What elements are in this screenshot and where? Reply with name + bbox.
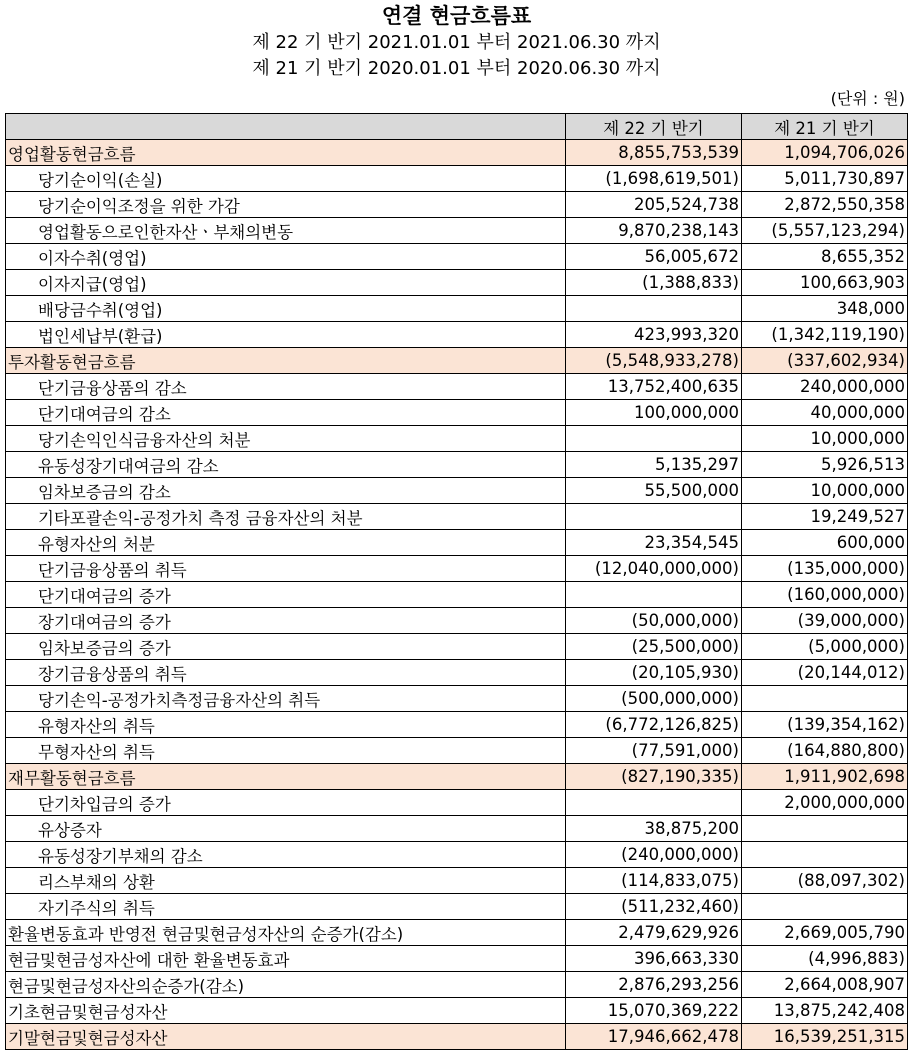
row-label: 기초현금및현금성자산 [6,998,566,1024]
row-label: 리스부채의 상환 [6,868,566,894]
value-current: 23,354,545 [566,530,742,556]
value-current [566,790,742,816]
value-prior: 2,664,008,907 [742,972,908,998]
value-current: 423,993,320 [566,322,742,348]
row-label: 단기차입금의 증가 [6,790,566,816]
row-label: 재무활동현금흐름 [6,764,566,790]
value-current: 17,946,662,478 [566,1024,742,1050]
value-current: 205,524,738 [566,192,742,218]
unit-label: (단위 : 원) [830,89,905,108]
value-prior: (337,602,934) [742,348,908,374]
value-prior: 600,000 [742,530,908,556]
column-header-prior: 제 21 기 반기 [742,114,908,140]
value-prior: (5,000,000) [742,634,908,660]
table-row [6,608,908,634]
value-current: (50,000,000) [566,608,742,634]
table-row [6,556,908,582]
value-prior [742,816,908,842]
row-label: 법인세납부(환급) [6,322,566,348]
table-row [6,712,908,738]
row-label: 환율변동효과 반영전 현금및현금성자산의 순증가(감소) [6,920,566,946]
table-row [6,504,908,530]
table-row [6,192,908,218]
value-prior: (39,000,000) [742,608,908,634]
period-current: 제 22 기 반기 2021.01.01 부터 2021.06.30 까지 [252,32,661,53]
table-row [6,530,908,556]
value-prior: 2,669,005,790 [742,920,908,946]
row-label: 현금및현금성자산의순증가(감소) [6,972,566,998]
statement-header [0,0,913,110]
row-label: 현금및현금성자산에 대한 환율변동효과 [6,946,566,972]
value-prior: 16,539,251,315 [742,1024,908,1050]
value-current: (827,190,335) [566,764,742,790]
value-prior: 13,875,242,408 [742,998,908,1024]
value-current: 2,876,293,256 [566,972,742,998]
value-current: 56,005,672 [566,244,742,270]
table-row [6,478,908,504]
table-row [6,738,908,764]
value-current: (240,000,000) [566,842,742,868]
row-label: 임차보증금의 감소 [6,478,566,504]
value-current: (25,500,000) [566,634,742,660]
table-row [6,842,908,868]
row-label: 당기순이익(손실) [6,166,566,192]
table-row [6,348,908,374]
table-row [6,790,908,816]
row-label: 단기금융상품의 취득 [6,556,566,582]
row-label: 이자수취(영업) [6,244,566,270]
value-prior: (20,144,012) [742,660,908,686]
value-prior: (135,000,000) [742,556,908,582]
row-label: 유형자산의 처분 [6,530,566,556]
value-current: (6,772,126,825) [566,712,742,738]
column-header-current: 제 22 기 반기 [566,114,742,140]
table-row [6,634,908,660]
row-label: 영업활동현금흐름 [6,140,566,166]
value-current [566,504,742,530]
table-row [6,270,908,296]
value-current: 8,855,753,539 [566,140,742,166]
table-row [6,1024,908,1050]
row-label: 투자활동현금흐름 [6,348,566,374]
value-current [566,426,742,452]
table-row [6,400,908,426]
value-current: (20,105,930) [566,660,742,686]
value-prior: (4,996,883) [742,946,908,972]
row-label: 영업활동으로인한자산ㆍ부채의변동 [6,218,566,244]
value-prior: 5,926,513 [742,452,908,478]
value-prior: 10,000,000 [742,478,908,504]
value-current: (12,040,000,000) [566,556,742,582]
value-prior: 240,000,000 [742,374,908,400]
header-blank-cell [6,114,566,140]
table-row [6,660,908,686]
row-label: 유동성장기대여금의 감소 [6,452,566,478]
value-current: 15,070,369,222 [566,998,742,1024]
cash-flow-table [5,113,908,1050]
table-body [6,140,908,1050]
statement-title: 연결 현금흐름표 [381,4,532,28]
value-prior: 40,000,000 [742,400,908,426]
value-current [566,296,742,322]
table-row [6,920,908,946]
row-label: 배당금수취(영업) [6,296,566,322]
row-label: 기타포괄손익-공정가치 측정 금융자산의 처분 [6,504,566,530]
row-label: 유상증자 [6,816,566,842]
row-label: 무형자산의 취득 [6,738,566,764]
row-label: 기말현금및현금성자산 [6,1024,566,1050]
row-label: 이자지급(영업) [6,270,566,296]
row-label: 당기순이익조정을 위한 가감 [6,192,566,218]
table-row [6,374,908,400]
value-prior: (1,342,119,190) [742,322,908,348]
value-current: (77,591,000) [566,738,742,764]
table-row [6,816,908,842]
row-label: 유동성장기부채의 감소 [6,842,566,868]
value-prior [742,686,908,712]
row-label: 장기대여금의 증가 [6,608,566,634]
table-row [6,894,908,920]
value-prior: 8,655,352 [742,244,908,270]
value-current: (1,388,833) [566,270,742,296]
value-current: 100,000,000 [566,400,742,426]
value-prior: 100,663,903 [742,270,908,296]
table-row [6,166,908,192]
value-prior: 2,000,000,000 [742,790,908,816]
period-prior: 제 21 기 반기 2020.01.01 부터 2020.06.30 까지 [252,58,661,79]
value-prior: 10,000,000 [742,426,908,452]
row-label: 단기대여금의 증가 [6,582,566,608]
value-prior: 2,872,550,358 [742,192,908,218]
value-current: 396,663,330 [566,946,742,972]
table-row [6,868,908,894]
value-prior: (88,097,302) [742,868,908,894]
row-label: 당기손익인식금융자산의 처분 [6,426,566,452]
table-row [6,582,908,608]
value-prior: 19,249,527 [742,504,908,530]
table-header-row [6,114,908,140]
row-label: 유형자산의 취득 [6,712,566,738]
value-current [566,582,742,608]
value-current: 9,870,238,143 [566,218,742,244]
value-prior: 348,000 [742,296,908,322]
value-prior: 5,011,730,897 [742,166,908,192]
row-label: 장기금융상품의 취득 [6,660,566,686]
value-current: 5,135,297 [566,452,742,478]
table-row [6,998,908,1024]
value-prior [742,894,908,920]
value-current: (1,698,619,501) [566,166,742,192]
value-prior: (5,557,123,294) [742,218,908,244]
table-row [6,322,908,348]
row-label: 당기손익-공정가치측정금융자산의 취득 [6,686,566,712]
value-current: (114,833,075) [566,868,742,894]
row-label: 임차보증금의 증가 [6,634,566,660]
value-prior: (164,880,800) [742,738,908,764]
value-current: (500,000,000) [566,686,742,712]
table-row [6,452,908,478]
row-label: 단기대여금의 감소 [6,400,566,426]
value-prior: (160,000,000) [742,582,908,608]
table-row [6,244,908,270]
table-row [6,946,908,972]
table-row [6,764,908,790]
table-row [6,686,908,712]
value-current: 13,752,400,635 [566,374,742,400]
value-current: 38,875,200 [566,816,742,842]
value-current: 2,479,629,926 [566,920,742,946]
row-label: 단기금융상품의 감소 [6,374,566,400]
value-current: 55,500,000 [566,478,742,504]
value-prior: 1,094,706,026 [742,140,908,166]
table-row [6,426,908,452]
row-label: 자기주식의 취득 [6,894,566,920]
table-row [6,140,908,166]
value-current: (511,232,460) [566,894,742,920]
table-row [6,218,908,244]
table-row [6,296,908,322]
value-current: (5,548,933,278) [566,348,742,374]
table-row [6,972,908,998]
value-prior [742,842,908,868]
value-prior: 1,911,902,698 [742,764,908,790]
value-prior: (139,354,162) [742,712,908,738]
